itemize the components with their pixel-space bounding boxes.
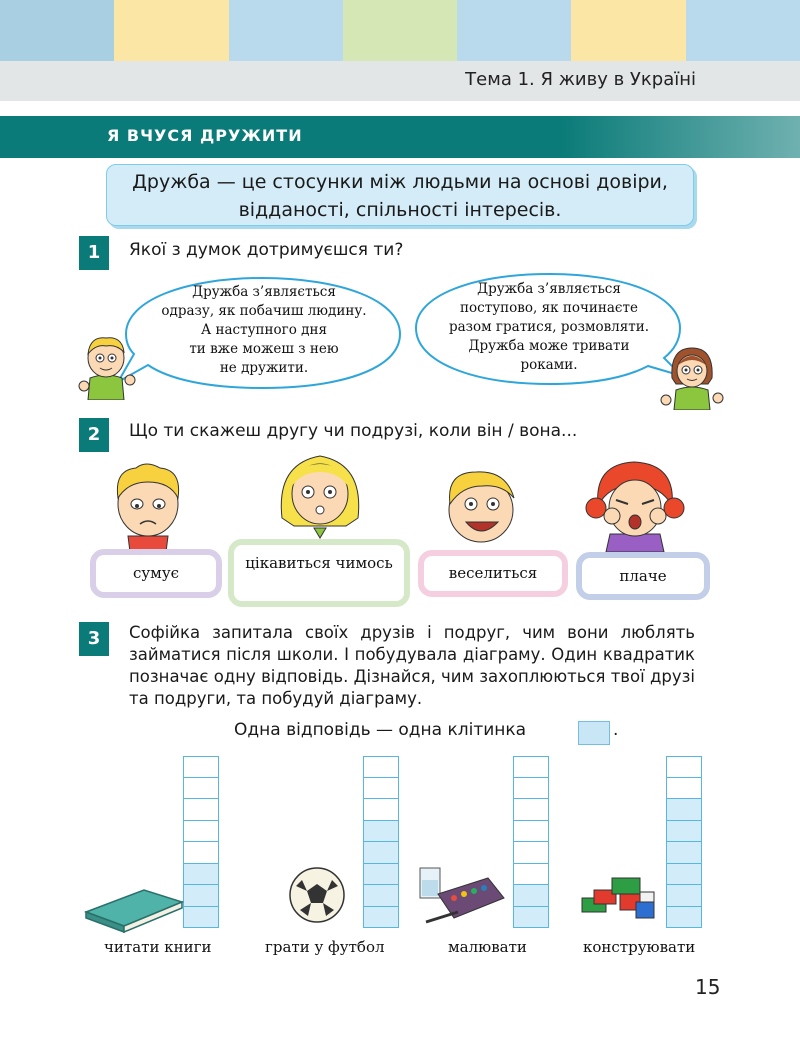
right-bubble-line: роками. [520,357,578,373]
task-1-number: 1 [79,236,109,270]
option-having-fun[interactable]: веселиться [418,550,568,597]
chart-cell-filled[interactable] [513,885,549,907]
chart-cell-empty[interactable] [513,778,549,800]
chart-cell-filled[interactable] [183,885,219,907]
crying-girl-illustration [584,456,686,552]
task-1-question: Якої з думок дотримуєшся ти? [129,240,404,260]
strip-block [0,0,114,61]
chart-cell-empty[interactable] [183,778,219,800]
color-strip [0,0,800,61]
option-curious-label: цікавиться чимось [245,554,393,572]
strip-block [457,0,571,61]
legend-text: Одна відповідь — одна клітинка [234,720,527,740]
option-sad[interactable]: сумує [90,549,222,598]
chart-cell-empty[interactable] [513,821,549,843]
chart-cell-empty[interactable] [183,799,219,821]
sad-boy-illustration [106,460,190,552]
chart-cell-filled[interactable] [363,907,399,929]
chart-cell-empty[interactable] [183,821,219,843]
left-bubble-line: ти вже можеш з нею [189,341,339,357]
chart-cell-filled[interactable] [363,864,399,886]
left-bubble-line: не дружити. [219,360,309,376]
girl-illustration [660,344,724,410]
chart-cell-filled[interactable] [513,907,549,929]
left-bubble-line: одразу, як побачиш людину. [161,303,367,319]
chart-label: конструювати [583,938,696,956]
chart-cell-filled[interactable] [666,885,702,907]
right-bubble-line: поступово, як починаєте [460,300,638,316]
right-bubble-text [418,280,680,375]
topic-title: Тема 1. Я живу в Україні [465,69,696,90]
book-icon [84,868,184,934]
paint-set-icon [418,864,506,934]
section-title: Я ВЧУСЯ ДРУЖИТИ [107,126,303,145]
chart-column [666,756,702,928]
left-bubble-text [130,283,398,378]
happy-boy-illustration [436,464,526,550]
chart-label: грати у футбол [265,938,385,956]
task-3-text: Софійка запитала своїх друзів і подруг, чим вони люблять займатися після школи. І побудувала діаграму. Один квадратик позначає одну відповідь. Дізнайся, чим захоплюються твої друзі та подруги, та побудуй діаграму. [129,623,695,708]
chart-column [513,756,549,928]
chart-cell-filled[interactable] [183,907,219,929]
legend-dot: . [613,720,619,740]
left-bubble-line: Дружба з’являється [192,284,336,300]
chart-cell-filled[interactable] [666,864,702,886]
chart-cell-filled[interactable] [363,821,399,843]
chart-cell-filled[interactable] [666,821,702,843]
curious-girl-illustration [268,448,372,540]
definition-box [106,164,694,226]
task-2-number: 2 [79,418,109,452]
chart-cell-empty[interactable] [183,756,219,778]
chart-cell-empty[interactable] [513,864,549,886]
chart-cell-filled[interactable] [363,885,399,907]
strip-block [686,0,800,61]
chart-cell-empty[interactable] [513,842,549,864]
option-crying[interactable]: плаче [576,552,710,600]
task-2-question: Що ти скажеш другу чи подрузі, коли він / вона... [129,421,578,441]
option-curious[interactable] [228,539,410,607]
definition-line-1: Дружба — це стосунки між людьми на основі довіри, [132,171,668,193]
chart-cell-empty[interactable] [363,778,399,800]
chart-cell-empty[interactable] [513,756,549,778]
chart-cell-filled[interactable] [666,799,702,821]
page-number: 15 [695,975,721,999]
right-bubble-line: разом гратися, розмовляти. [448,319,650,335]
strip-block [229,0,343,61]
task-3-number: 3 [79,622,109,656]
chart-label: читати книги [104,938,212,956]
chart-column [183,756,219,928]
strip-block [114,0,228,61]
right-bubble-line: Дружба з’являється [477,281,621,297]
chart-cell-empty[interactable] [513,799,549,821]
chart-cell-filled[interactable] [666,907,702,929]
chart-label: малювати [448,938,527,956]
football-icon [288,866,346,924]
legend-cell [578,721,610,745]
strip-block [343,0,457,61]
chart-column [363,756,399,928]
boy-illustration [76,330,138,400]
chart-cell-empty[interactable] [363,756,399,778]
chart-cell-filled[interactable] [363,842,399,864]
building-blocks-icon [580,872,660,924]
strip-block [571,0,685,61]
chart-cell-filled[interactable] [666,842,702,864]
chart-cell-empty[interactable] [666,778,702,800]
definition-line-2: відданості, спільності інтересів. [238,199,562,221]
chart-cell-empty[interactable] [363,799,399,821]
chart-cell-empty[interactable] [666,756,702,778]
right-bubble-line: Дружба може тривати [468,338,630,354]
left-bubble-line: А наступного дня [201,322,327,338]
chart-cell-empty[interactable] [183,842,219,864]
chart-cell-filled[interactable] [183,864,219,886]
